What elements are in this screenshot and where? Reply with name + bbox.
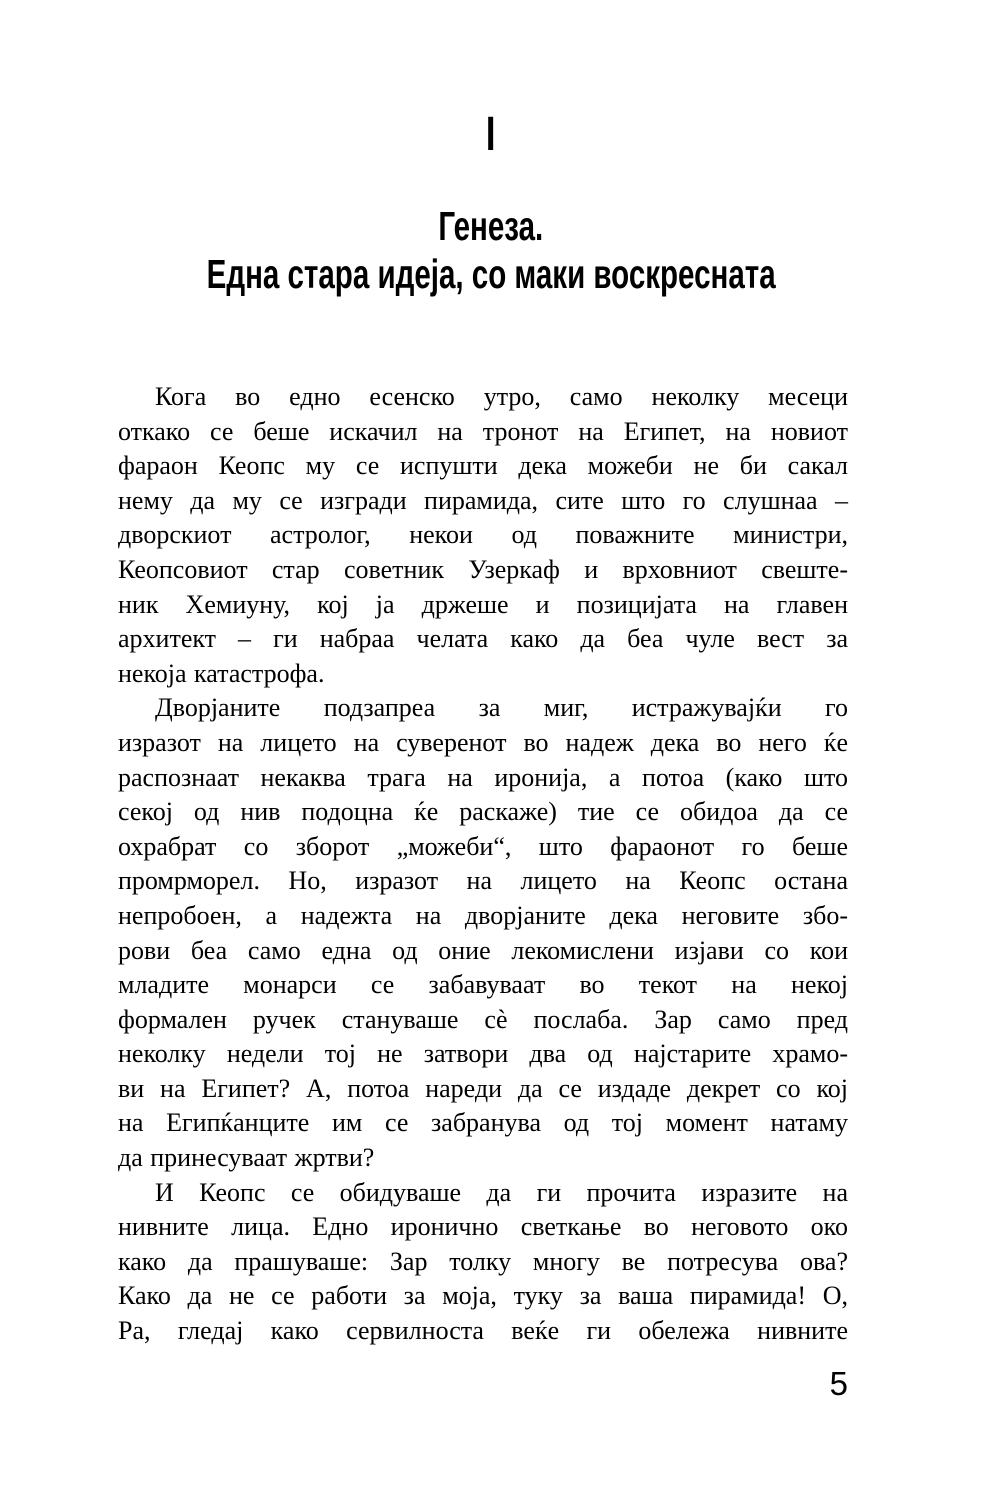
- text-line: Ра, гледај како сервилноста веќе ги обележа нивните: [118, 1316, 848, 1346]
- chapter-heading: [0, 202, 982, 298]
- paragraph: [118, 380, 848, 691]
- chapter-number-text: I: [486, 108, 496, 161]
- text-line: формален ручек стануваше сѐ послаба. Зар само пред: [118, 1004, 848, 1034]
- text-line: нему да му се изгради пирамида, сите што го слушнаа –: [118, 485, 848, 515]
- text-line: Кеопсовиот стар советник Узеркаф и врховниот свеште-: [118, 554, 848, 584]
- chapter-title: Генеза.: [438, 203, 544, 249]
- text-line: неколку недели тој не затвори два од најстарите храмо-: [118, 1039, 848, 1069]
- text-line: ви на Египет? А, потоа нареди да се издаде декрет со кој: [118, 1073, 848, 1103]
- text-line: Дворјаните подзапреа за миг, истражувајќи го: [155, 693, 848, 723]
- page-number: 5: [829, 1365, 848, 1402]
- text-line: распознаат некаква трага на иронија, а потоа (како што: [118, 762, 848, 792]
- text-line: секој од нив подоцна ќе раскаже) тие се обидоа да се: [118, 797, 848, 827]
- text-line: И Кеопс се обидуваше да ги прочита изразите на: [155, 1177, 848, 1207]
- body-text: [118, 380, 848, 1349]
- text-line: рови беа само една од оние лекомислени изјави со кои: [118, 935, 848, 965]
- text-line: охрабрат со зборот „можеби“, што фараонот го беше: [118, 831, 848, 861]
- text-line: промрморел. Но, изразот на лицето на Кеопс остана: [118, 866, 848, 896]
- text-line: да принесуваат жртви?: [118, 1143, 375, 1173]
- text-line: некоја катастрофа.: [118, 658, 325, 688]
- text-line: изразот на лицето на суверенот во надеж дека во него ќе: [118, 727, 848, 757]
- text-line: нивните лица. Едно иронично светкање во неговото око: [118, 1212, 848, 1242]
- paragraph: [118, 691, 848, 1175]
- text-line: како да прашуваше: Зар толку многу ве потресува ова?: [118, 1246, 848, 1276]
- text-line: младите монарси се забавуваат во текот на некој: [118, 970, 848, 1000]
- text-line: фараон Кеопс му се испушти дека можеби не би сакал: [118, 451, 848, 481]
- paragraph: [118, 1176, 848, 1349]
- chapter-subtitle: Една стара идеја, со маки воскресната: [206, 251, 776, 297]
- text-line: дворскиот астролог, некои од поважните министри,: [118, 520, 848, 550]
- text-line: откако се беше искачил на тронот на Египет, на новиот: [118, 416, 848, 446]
- chapter-title-line: [0, 202, 982, 250]
- text-line: непробоен, а надежта на дворјаните дека неговите збо-: [118, 900, 848, 930]
- chapter-subtitle-line: [0, 250, 982, 298]
- text-line: Како да не се работи за моја, туку за ваша пирамида! О,: [118, 1281, 848, 1311]
- text-line: архитект – ги набраа челата како да беа чуле вест за: [118, 624, 848, 654]
- text-line: на Египќанците им се забранува од тој момент натаму: [118, 1108, 848, 1138]
- text-line: ник Хемиуну, кој ја држеше и позицијата на главен: [118, 589, 848, 619]
- text-line: Кога во едно есенско утро, само неколку месеци: [155, 382, 848, 411]
- chapter-number: [0, 110, 982, 160]
